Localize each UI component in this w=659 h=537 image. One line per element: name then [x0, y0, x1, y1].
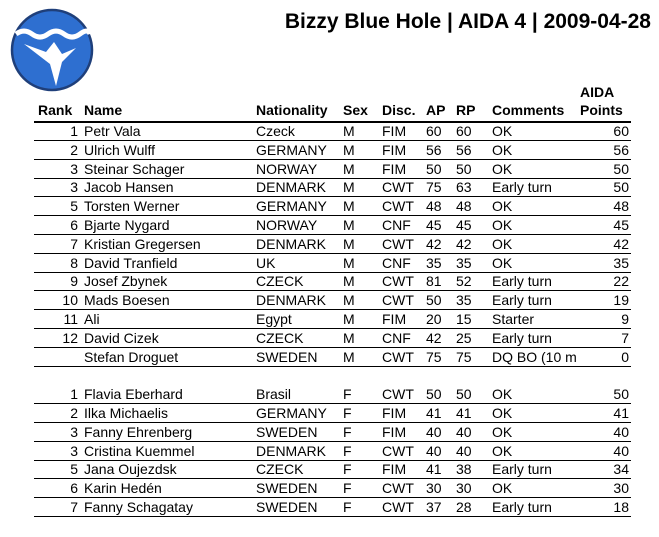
table-row — [0, 460, 659, 479]
cell-points: 48 — [613, 198, 629, 215]
cell-name: Ali — [84, 311, 100, 327]
table-row — [0, 423, 659, 442]
cell-rank: 8 — [70, 254, 78, 271]
cell-name: Ulrich Wulff — [84, 141, 156, 158]
cell-disc: FIM — [382, 160, 407, 177]
cell-nationality: DENMARK — [256, 235, 327, 252]
cell-nationality: DENMARK — [256, 442, 327, 459]
cell-ap: 37 — [426, 499, 442, 515]
header-points-bottom: Points — [580, 102, 623, 118]
cell-points: 45 — [613, 217, 629, 233]
table-row — [0, 404, 659, 423]
cell-rp: 40 — [456, 423, 472, 440]
cell-sex: M — [343, 235, 355, 252]
cell-name: Kristian Gregersen — [84, 235, 201, 252]
cell-nationality: DENMARK — [256, 292, 327, 309]
cell-disc: CWT — [382, 292, 414, 309]
cell-sex: F — [343, 423, 352, 440]
cell-ap: 81 — [426, 273, 442, 290]
cell-points: 60 — [613, 123, 629, 139]
cell-rp: 56 — [456, 141, 472, 158]
cell-ap: 40 — [426, 442, 442, 459]
cell-points: 50 — [613, 160, 629, 177]
table-row — [0, 254, 659, 273]
cell-rank: 7 — [70, 499, 78, 515]
cell-rp: 63 — [456, 179, 472, 196]
cell-points: 34 — [613, 461, 629, 478]
cell-rp: 38 — [456, 461, 472, 478]
cell-comments: Early turn — [492, 461, 552, 478]
cell-comments: OK — [492, 123, 513, 139]
cell-rank: 2 — [70, 141, 78, 158]
cell-sex: F — [343, 499, 352, 515]
header-points-top: AIDA — [580, 84, 615, 100]
cell-sex: M — [343, 254, 355, 271]
cell-sex: F — [343, 386, 352, 403]
cell-disc: CNF — [382, 217, 411, 233]
cell-comments: OK — [492, 254, 513, 271]
cell-name: Flavia Eberhard — [84, 386, 183, 403]
cell-name: Ilka Michaelis — [84, 405, 169, 421]
table-row — [0, 329, 659, 348]
cell-sex: M — [343, 348, 355, 365]
cell-comments: OK — [492, 160, 513, 177]
cell-name: Jacob Hansen — [84, 179, 174, 196]
cell-sex: F — [343, 442, 352, 459]
cell-rank: 2 — [70, 405, 78, 421]
cell-points: 30 — [613, 480, 629, 497]
cell-comments: Early turn — [492, 329, 552, 346]
cell-comments: Starter — [492, 311, 535, 327]
cell-disc: CWT — [382, 198, 414, 215]
cell-rp: 25 — [456, 329, 472, 346]
cell-rp: 50 — [456, 160, 472, 177]
cell-nationality: NORWAY — [256, 160, 318, 177]
cell-disc: FIM — [382, 461, 407, 478]
cell-ap: 20 — [426, 311, 442, 327]
cell-disc: CWT — [382, 235, 414, 252]
table-row — [0, 197, 659, 216]
table-row — [0, 141, 659, 160]
cell-sex: M — [343, 179, 355, 196]
cell-ap: 50 — [426, 292, 442, 309]
cell-comments: Early turn — [492, 273, 552, 290]
table-row — [0, 479, 659, 498]
cell-rank: 3 — [70, 179, 78, 196]
cell-comments: DQ BO (10 m — [492, 348, 577, 365]
cell-rp: 42 — [456, 235, 472, 252]
header-name: Name — [84, 102, 123, 118]
cell-ap: 48 — [426, 198, 442, 215]
cell-sex: M — [343, 311, 355, 327]
cell-rp: 28 — [456, 499, 472, 515]
cell-ap: 75 — [426, 179, 442, 196]
cell-points: 22 — [613, 273, 629, 290]
cell-sex: M — [343, 329, 355, 346]
table-row — [0, 442, 659, 461]
cell-sex: M — [343, 141, 355, 158]
cell-rp: 45 — [456, 217, 472, 233]
cell-name: Karin Hedén — [84, 480, 162, 497]
cell-points: 42 — [613, 235, 629, 252]
cell-sex: M — [343, 198, 355, 215]
cell-sex: M — [343, 292, 355, 309]
table-row — [0, 160, 659, 179]
cell-comments: Early turn — [492, 292, 552, 309]
cell-points: 56 — [613, 141, 629, 158]
table-row — [0, 348, 659, 367]
table-row — [0, 498, 659, 517]
cell-rank: 7 — [70, 235, 78, 252]
cell-rank: 1 — [70, 123, 78, 139]
cell-disc: CWT — [382, 386, 414, 403]
cell-rp: 50 — [456, 386, 472, 403]
cell-nationality: SWEDEN — [256, 499, 318, 515]
cell-points: 18 — [613, 499, 629, 515]
cell-disc: CWT — [382, 442, 414, 459]
cell-rank: 3 — [70, 160, 78, 177]
cell-disc: CNF — [382, 329, 411, 346]
cell-name: Cristina Kuemmel — [84, 442, 195, 459]
cell-ap: 50 — [426, 386, 442, 403]
cell-disc: FIM — [382, 405, 407, 421]
cell-name: Torsten Werner — [84, 198, 180, 215]
cell-rank: 9 — [70, 273, 78, 290]
cell-rank: 10 — [62, 292, 78, 309]
cell-rank: 5 — [70, 198, 78, 215]
cell-rank: 6 — [70, 217, 78, 233]
cell-points: 35 — [613, 254, 629, 271]
cell-name: David Cizek — [84, 329, 159, 346]
table-row — [0, 385, 659, 404]
table-row — [0, 291, 659, 310]
cell-points: 19 — [613, 292, 629, 309]
cell-name: Steinar Schager — [84, 160, 185, 177]
cell-name: Bjarte Nygard — [84, 217, 170, 233]
cell-rp: 35 — [456, 292, 472, 309]
cell-sex: F — [343, 480, 352, 497]
cell-comments: OK — [492, 217, 513, 233]
header-discipline: Disc. — [382, 102, 416, 118]
cell-ap: 41 — [426, 405, 442, 421]
cell-rp: 15 — [456, 311, 472, 327]
cell-ap: 42 — [426, 329, 442, 346]
cell-nationality: SWEDEN — [256, 348, 318, 365]
cell-nationality: GERMANY — [256, 141, 327, 158]
cell-name: Mads Boesen — [84, 292, 170, 309]
cell-nationality: NORWAY — [256, 217, 318, 233]
cell-sex: M — [343, 123, 355, 139]
table-row — [0, 216, 659, 235]
cell-rank: 11 — [63, 311, 78, 327]
cell-name: David Tranfield — [84, 254, 178, 271]
table-row — [0, 178, 659, 197]
cell-rp: 48 — [456, 198, 472, 215]
cell-sex: M — [343, 273, 355, 290]
cell-nationality: CZECK — [256, 273, 304, 290]
cell-disc: CWT — [382, 273, 414, 290]
cell-disc: FIM — [382, 423, 407, 440]
cell-name: Fanny Ehrenberg — [84, 423, 193, 440]
cell-sex: F — [343, 405, 352, 421]
cell-nationality: DENMARK — [256, 179, 327, 196]
cell-name: Petr Vala — [84, 123, 141, 139]
cell-name: Josef Zbynek — [84, 273, 168, 290]
cell-points: 0 — [621, 348, 629, 365]
cell-disc: CWT — [382, 480, 414, 497]
cell-ap: 56 — [426, 141, 442, 158]
cell-comments: OK — [492, 141, 513, 158]
cell-ap: 35 — [426, 254, 442, 271]
cell-rp: 40 — [456, 442, 472, 459]
cell-comments: OK — [492, 442, 513, 459]
cell-name: Jana Oujezdsk — [84, 461, 177, 478]
cell-name: Stefan Droguet — [84, 348, 179, 365]
header-ap: AP — [426, 102, 446, 118]
cell-disc: CNF — [382, 254, 411, 271]
cell-ap: 30 — [426, 480, 442, 497]
header-nationality: Nationality — [256, 102, 328, 118]
cell-disc: CWT — [382, 499, 414, 515]
aida-logo-icon — [10, 8, 94, 92]
cell-comments: OK — [492, 235, 513, 252]
cell-ap: 42 — [426, 235, 442, 252]
cell-points: 9 — [621, 311, 629, 327]
header-rp: RP — [456, 102, 476, 118]
cell-comments: Early turn — [492, 499, 552, 515]
cell-rp: 30 — [456, 480, 472, 497]
cell-rank: 6 — [70, 480, 78, 497]
cell-ap: 50 — [426, 160, 442, 177]
cell-disc: CWT — [382, 179, 414, 196]
cell-comments: OK — [492, 405, 513, 421]
cell-points: 41 — [613, 405, 629, 421]
header-sex: Sex — [343, 102, 368, 118]
cell-rp: 52 — [456, 273, 472, 290]
cell-sex: F — [343, 461, 352, 478]
cell-rp: 41 — [456, 405, 472, 421]
cell-disc: CWT — [382, 348, 414, 365]
cell-nationality: CZECK — [256, 329, 304, 346]
cell-sex: M — [343, 160, 355, 177]
cell-rank: 12 — [62, 329, 78, 346]
cell-comments: OK — [492, 423, 513, 440]
cell-rank: 3 — [70, 423, 78, 440]
cell-ap: 75 — [426, 348, 442, 365]
cell-name: Fanny Schagatay — [84, 499, 193, 515]
cell-ap: 41 — [426, 461, 442, 478]
cell-comments: OK — [492, 480, 513, 497]
cell-nationality: UK — [256, 254, 276, 271]
cell-rank: 5 — [70, 461, 78, 478]
cell-ap: 60 — [426, 123, 442, 139]
table-row — [0, 272, 659, 291]
cell-rp: 35 — [456, 254, 472, 271]
cell-nationality: Czeck — [256, 123, 295, 139]
cell-disc: FIM — [382, 141, 407, 158]
header-rank: Rank — [38, 102, 73, 118]
cell-nationality: GERMANY — [256, 198, 327, 215]
cell-points: 40 — [613, 442, 629, 459]
cell-points: 50 — [613, 386, 629, 403]
cell-points: 40 — [613, 423, 629, 440]
cell-rank: 1 — [70, 386, 78, 403]
cell-points: 7 — [621, 329, 629, 346]
cell-nationality: CZECK — [256, 461, 304, 478]
cell-rank: 3 — [70, 442, 78, 459]
cell-comments: OK — [492, 386, 513, 403]
cell-nationality: SWEDEN — [256, 480, 318, 497]
row-divider — [34, 516, 631, 517]
cell-nationality: Egypt — [256, 311, 292, 327]
cell-rp: 75 — [456, 348, 472, 365]
cell-nationality: SWEDEN — [256, 423, 318, 440]
cell-nationality: Brasil — [256, 386, 292, 403]
cell-ap: 40 — [426, 423, 442, 440]
cell-rp: 60 — [456, 123, 472, 139]
cell-nationality: GERMANY — [256, 405, 327, 421]
cell-disc: FIM — [382, 311, 407, 327]
cell-ap: 45 — [426, 217, 442, 233]
cell-comments: Early turn — [492, 179, 552, 196]
page-title: Bizzy Blue Hole | AIDA 4 | 2009-04-28 — [284, 10, 651, 33]
table-row — [0, 235, 659, 254]
row-divider — [34, 366, 631, 367]
header-comments: Comments — [492, 102, 565, 118]
table-row — [0, 310, 659, 329]
cell-points: 50 — [613, 179, 629, 196]
cell-disc: FIM — [382, 123, 407, 139]
cell-comments: OK — [492, 198, 513, 215]
table-row — [0, 122, 659, 141]
cell-sex: M — [343, 217, 355, 233]
